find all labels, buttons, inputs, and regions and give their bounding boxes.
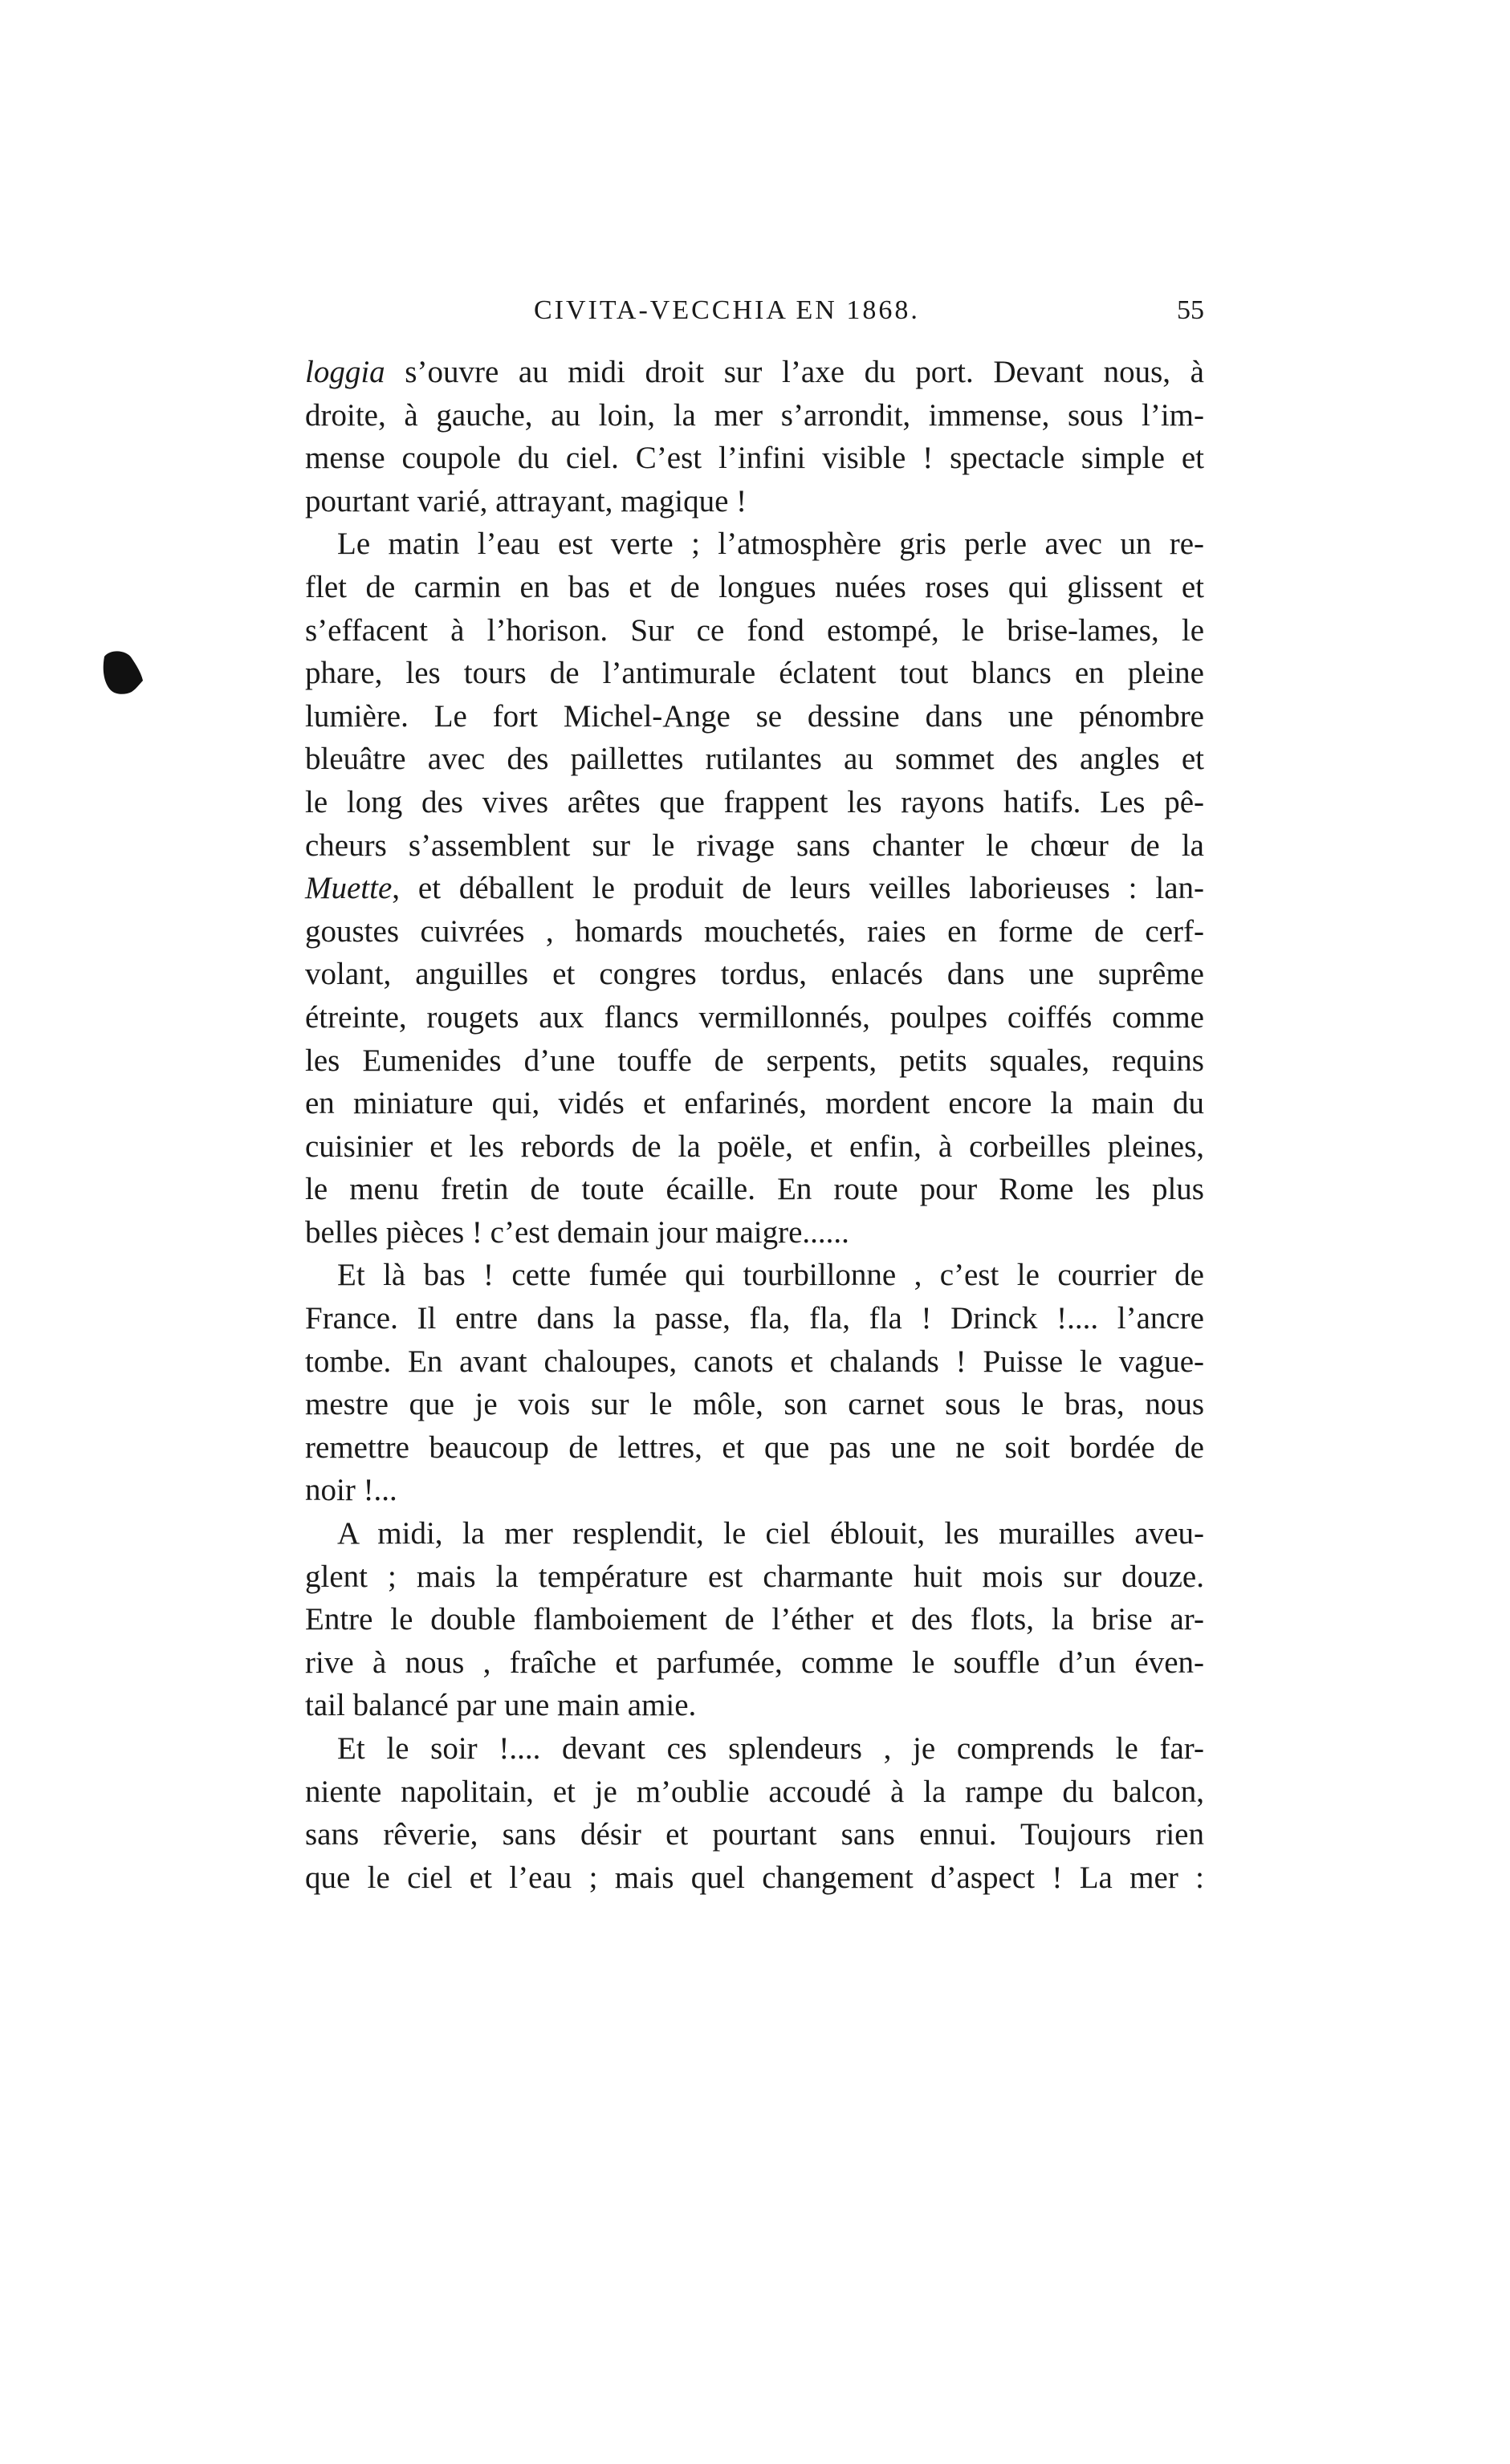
text-line: droite, à gauche, au loin, la mer s’arrondit, immense, sous l’im-: [305, 397, 1204, 433]
text-line: belles pièces ! c’est demain jour maigre......: [305, 1214, 849, 1250]
text-line: le long des vives arêtes que frappent les rayons hatifs. Les pê-: [305, 784, 1204, 819]
line-text: s’ouvre au midi droit sur l’axe du port. Devant nous, à: [385, 355, 1204, 389]
text-line: le menu fretin de toute écaille. En route pour Rome les plus: [305, 1172, 1204, 1207]
page-number: 55: [1177, 295, 1204, 325]
text-line: les Eumenides d’une touffe de serpents, petits squales, requins: [305, 1043, 1204, 1078]
text-line: phare, les tours de l’antimurale éclatent tout blancs en pleine: [305, 656, 1204, 691]
text-line: France. Il entre dans la passe, fla, fla, fla ! Drinck !.... l’ancre: [305, 1301, 1204, 1336]
text-line: cuisinier et les rebords de la poële, et enfin, à corbeilles pleines,: [305, 1128, 1204, 1164]
text-line: pourtant varié, attrayant, magique !: [305, 483, 747, 518]
italic-word: Muette: [305, 871, 393, 906]
text-line: rive à nous , fraîche et parfumée, comme le souffle d’un éven-: [305, 1645, 1204, 1680]
text-line: sans rêverie, sans désir et pourtant sans ennui. Toujours rien: [305, 1817, 1204, 1852]
text-line: volant, anguilles et congres tordus, enlacés dans une suprême: [305, 957, 1204, 992]
text-line: glent ; mais la température est charmante huit mois sur douze.: [305, 1559, 1204, 1594]
line-text: , et déballent le produit de leurs veilles laborieuses : lan-: [392, 871, 1204, 906]
body-text: [305, 351, 1204, 1899]
text-line: [305, 351, 1204, 394]
text-line: mense coupole du ciel. C’est l’infini visible ! spectacle simple et: [305, 441, 1204, 476]
text-line: cheurs s’assemblent sur le rivage sans chanter le chœur de la: [305, 827, 1204, 863]
text-line: tombe. En avant chaloupes, canots et chalands ! Puisse le vague-: [305, 1344, 1204, 1379]
text-line: tail balancé par une main amie.: [305, 1688, 697, 1723]
text-line: Entre le double flamboiement de l’éther et des flots, la brise ar-: [305, 1602, 1204, 1637]
text-line: Et là bas ! cette fumée qui tourbillonne , c’est le courrier de: [337, 1258, 1204, 1293]
text-line: Et le soir !.... devant ces splendeurs , je comprends le far-: [337, 1731, 1204, 1766]
text-line: niente napolitain, et je m’oublie accoudé à la rampe du balcon,: [305, 1774, 1204, 1809]
text-line: goustes cuivrées , homards mouchetés, raies en forme de cerf-: [305, 913, 1204, 949]
text-line: que le ciel et l’eau ; mais quel changement d’aspect ! La mer :: [305, 1860, 1204, 1895]
text-line: Le matin l’eau est verte ; l’atmosphère gris perle avec un re-: [337, 527, 1204, 562]
text-line: mestre que je vois sur le môle, son carnet sous le bras, nous: [305, 1387, 1204, 1422]
text-line: lumière. Le fort Michel-Ange se dessine dans une pénombre: [305, 698, 1204, 734]
text-line: noir !...: [305, 1473, 397, 1508]
text-line: [305, 867, 1204, 910]
text-line: en miniature qui, vidés et enfarinés, mordent encore la main du: [305, 1086, 1204, 1121]
text-line: remettre beaucoup de lettres, et que pas une ne soit bordée de: [305, 1429, 1204, 1465]
text-line: étreinte, rougets aux flancs vermillonnés, poulpes coiffés comme: [305, 999, 1204, 1035]
text-line: A midi, la mer resplendit, le ciel éblouit, les murailles aveu-: [337, 1516, 1204, 1551]
running-title: CIVITA-VECCHIA EN 1868.: [534, 295, 920, 325]
text-line: bleuâtre avec des paillettes rutilantes au sommet des angles et: [305, 742, 1204, 777]
page-header: [305, 295, 1204, 344]
text-line: s’effacent à l’horison. Sur ce fond estompé, le brise-lames, le: [305, 612, 1204, 648]
italic-word: loggia: [305, 355, 385, 389]
text-line: flet de carmin en bas et de longues nuées roses qui glissent et: [305, 569, 1204, 604]
ink-blot-mark: [100, 649, 144, 697]
